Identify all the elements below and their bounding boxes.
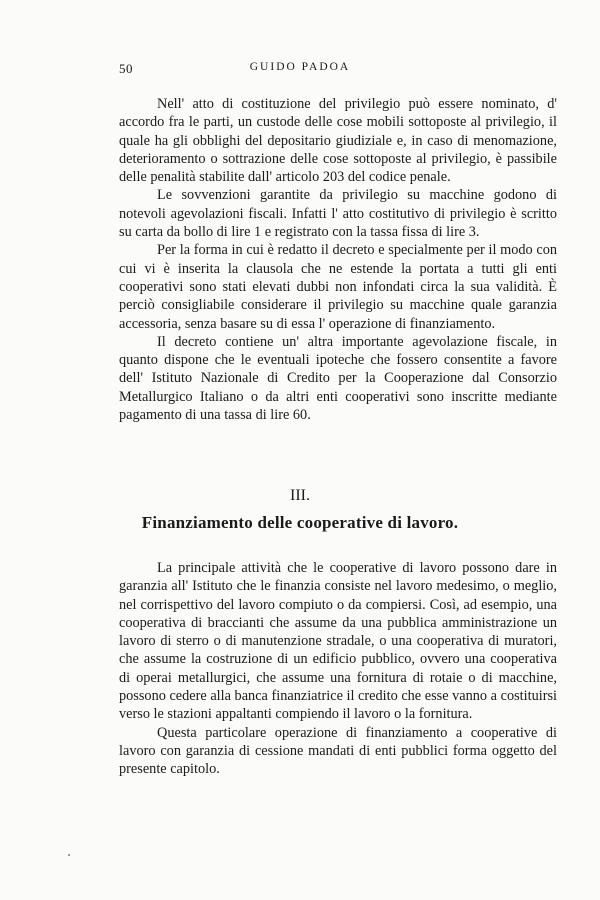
section-three-body [119,559,557,779]
section-number: III. [290,487,310,504]
section-title: Finanziamento delle cooperative di lavoro. [141,513,459,532]
paragraph: Le sovvenzioni garantite da privilegio su macchine godono di notevoli agevolazioni fiscali. Infatti l' atto costitutivo di privilegio è scritto su carta da bollo di lire 1 e registrato con la tassa fissa di lire 3. [119,187,557,241]
ink-speck [68,854,70,856]
running-head: GUIDO PADOA [249,61,351,73]
section-one-body [119,95,557,424]
paragraph: Nell' atto di costituzione del privilegio può essere nominato, d' accordo fra le parti, un custode delle cose mobili sottoposte al privilegio, il quale ha gli obblighi del depositario giudiziale e, in caso di menomazione, deterioramento o sottrazione delle cose sottoposte al privilegio, è passibile delle penalità stabilite dall' articolo 203 del codice penale. [119,96,557,186]
paragraph: Per la forma in cui è redatto il decreto e specialmente per il modo con cui vi è inserita la clausola che ne estende la portata a tutti gli enti cooperativi sono stati elevati dubbi non infondati circa la sua validità. È perciò consigliabile considerare il privilegio su macchine quale garanzia accessoria, senza basare su di essa l' operazione di finanziamento. [119,242,557,332]
paragraph: La principale attività che le cooperative di lavoro possono dare in garanzia all' Istituto che le finanzia consiste nel lavoro medesimo, o meglio, nel corrispettivo del lavoro compiuto o da compiersi. Così, ad esempio, una cooperativa di braccianti che assume da una pubblica amministrazione un lavoro di sterro o di manutenzione stradale, o una cooperativa di muratori, che assume la costruzione di un edificio pubblico, ovvero una cooperativa di operai metallurgici, che assume una fornitura di rotaie o di macchine, possono cedere alla banca finanziatrice il credito che esse vanno a costituirsi verso le stazioni appaltanti compiendo il lavoro o la fornitura. [119,560,557,723]
paragraph: Il decreto contiene un' altra importante agevolazione fiscale, in quanto dispone che le eventuali ipoteche che fossero consentite a favore dell' Istituto Nazionale di Credito per la Cooperazione dal Consorzio Metallurgico Italiano o da altri enti cooperativi sono inscritte mediante pagamento di una tassa di lire 60. [119,333,557,424]
paragraph: Questa particolare operazione di finanziamento a cooperative di lavoro con garanzia di cessione mandati di enti pubblici forma oggetto del presente capitolo. [119,724,557,778]
page-number: 50 [119,61,133,76]
